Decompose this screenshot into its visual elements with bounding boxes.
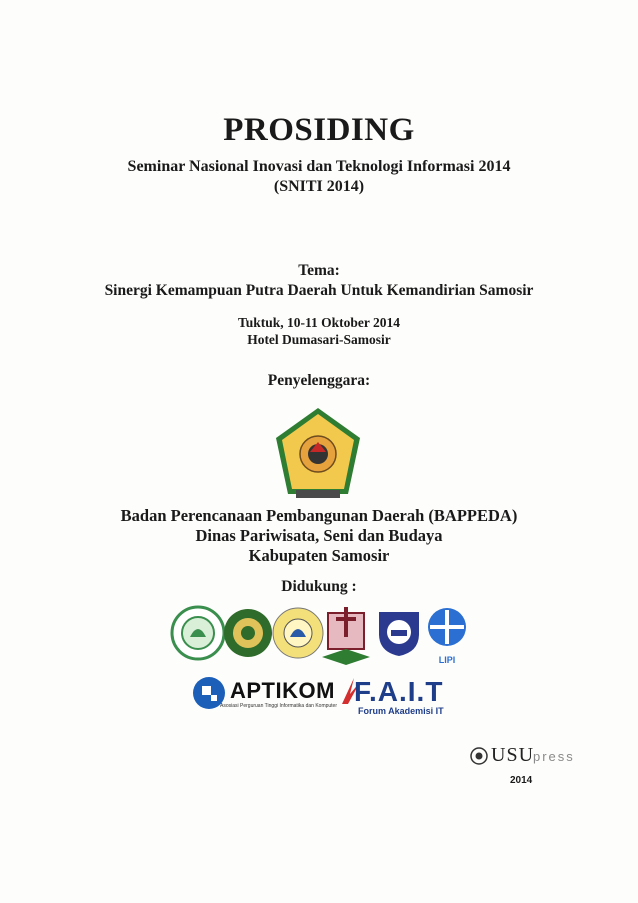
lipi-logo (426, 606, 468, 664)
usu-press-word: press (533, 749, 575, 764)
usu-name: USU (491, 744, 535, 766)
theme-text: Sinergi Kemampuan Putra Daerah Untuk Kemandirian Samosir (104, 282, 534, 299)
organizer-label: Penyelenggara: (267, 372, 371, 389)
organizer-line-3: Kabupaten Samosir (248, 546, 390, 565)
fait-name: F.A.I.T (354, 676, 444, 707)
university-logo-4 (322, 605, 370, 667)
aptikom-tagline: Asosiasi Perguruan Tinggi Informatika dan Komputer (220, 703, 338, 709)
aptikom-name: APTIKOM (230, 678, 335, 703)
university-logo-5 (375, 608, 423, 658)
organizer-line-2: Dinas Pariwisata, Seni dan Budaya (195, 526, 443, 545)
theme-label: Tema: (298, 262, 340, 279)
samosir-emblem-logo (272, 406, 364, 502)
seminar-acronym: (SNITI 2014) (273, 178, 365, 195)
fait-tagline: Forum Akademisi IT (358, 706, 444, 716)
organizer-line-1: Badan Perencanaan Pembangunan Daerah (BAPPEDA) (120, 506, 518, 525)
seminar-title: Seminar Nasional Inovasi dan Teknologi Informasi 2014 (127, 158, 511, 175)
lipi-label: LIPI (438, 655, 456, 665)
supported-label: Didukung : (281, 578, 357, 595)
university-logo-2 (224, 605, 272, 663)
event-venue: Hotel Dumasari-Samosir (247, 332, 391, 347)
page-title: PROSIDING (223, 112, 415, 148)
usu-press-logo (470, 744, 580, 768)
university-logo-1 (170, 605, 226, 661)
publication-year: 2014 (510, 775, 533, 786)
university-logo-3 (272, 607, 324, 659)
event-date-place: Tuktuk, 10-11 Oktober 2014 (237, 315, 401, 330)
fait-logo (340, 676, 460, 716)
usu-emblem-icon (470, 746, 488, 766)
